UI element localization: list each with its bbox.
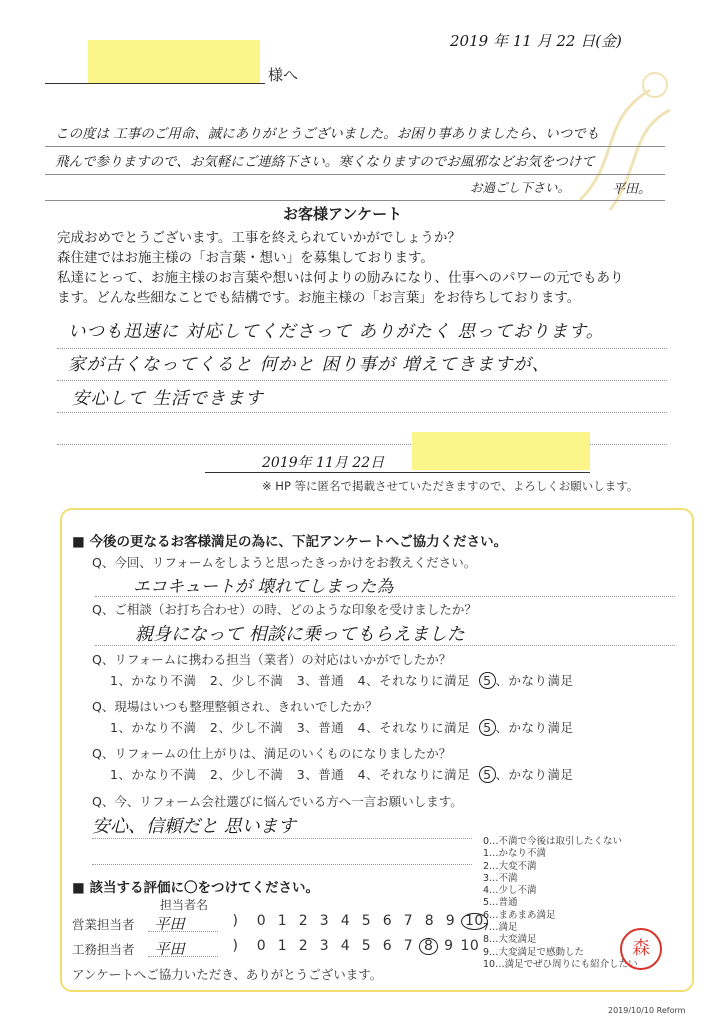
question-4: Q、現場はいつも整理整頓され、きれいでしたか？ — [92, 699, 378, 714]
letter-date: 2019 年 11 月 22 日(金) — [450, 32, 622, 50]
comment-line-1: いつも迅速に 対応してくださって ありがたく 思っております。 — [68, 322, 605, 342]
construction-rep-scale: ) 0 1 2 3 4 5 6 7 8 9 10 — [232, 938, 480, 954]
recipient-underline — [45, 83, 265, 84]
scale-option[interactable]: 4、それなりに満足 — [357, 673, 471, 688]
rating-digit[interactable]: 7 — [403, 913, 414, 929]
scale-option[interactable]: 4、それなりに満足 — [357, 720, 471, 735]
scale-row-q4 — [110, 718, 574, 736]
answer-2: 親身になって 相談に乗ってもらえました — [135, 624, 465, 645]
legend-item: 1…かなり不満 — [483, 848, 547, 860]
rating-digit-selected[interactable]: 10 — [461, 913, 488, 930]
answer-6: 安心、信頼だと 思います — [92, 816, 296, 837]
rating-digit[interactable]: 0 — [256, 913, 267, 929]
rating-digit[interactable]: 8 — [424, 913, 435, 929]
legend-item: 5…普通 — [483, 897, 518, 909]
rating-digit[interactable]: 0 — [256, 938, 267, 954]
answer-2-rule — [95, 645, 675, 646]
scale-option[interactable]: 3、普通 — [296, 767, 345, 782]
comment-line-2: 家が古くなってくると 何かと 困り事が 増えてきますが、 — [68, 355, 551, 375]
questionnaire-heading: ■ 今後の更なるお客様満足の為に、下記アンケートへご協力ください。 — [72, 534, 508, 550]
sales-rep-name: 平田 — [154, 915, 185, 933]
legend-item: 0…不満で今後は取引したくない — [483, 836, 623, 847]
scale-option[interactable]: 3、普通 — [296, 673, 345, 688]
rating-digit[interactable]: 2 — [298, 913, 309, 929]
legend-item: 10…満足でぜひ周りにも紹介したい — [483, 958, 638, 970]
recipient-suffix: 様へ — [268, 66, 299, 84]
rating-digit[interactable]: 1 — [277, 938, 288, 954]
rating-digit-selected[interactable]: 8 — [419, 938, 438, 955]
scale-option[interactable]: 1、かなり不満 — [110, 767, 197, 782]
scale-option[interactable]: 3、普通 — [296, 720, 345, 735]
legend-item: 7…満足 — [483, 922, 518, 934]
staff-name-label: 担当者名 — [160, 898, 209, 912]
legend-item: 2…大変不満 — [483, 860, 537, 872]
rating-digit[interactable]: 3 — [319, 938, 330, 954]
rating-digit[interactable]: 10 — [460, 938, 480, 954]
answer-1: エコキュートが 壊れてしまった為 — [133, 577, 394, 597]
intro-line: ます。どんな些細なことでも結構です。お施主様の「お言葉」をお待ちしております。 — [57, 290, 581, 306]
scale-option[interactable]: 2、少し不満 — [209, 673, 284, 688]
scale-option[interactable]: 4、それなりに満足 — [357, 767, 471, 782]
scale-row-q5 — [110, 765, 574, 783]
comment-rule-2 — [57, 380, 667, 381]
answer-1-rule — [95, 596, 675, 597]
sales-rep-name-rule — [148, 931, 218, 932]
construction-rep-name: 平田 — [154, 940, 185, 958]
construction-rep-role: 工務担当者 — [72, 942, 135, 957]
message-rule-1 — [45, 146, 665, 147]
question-3: Q、リフォームに携わる担当（業者）の対応はいかがでしたか？ — [92, 652, 452, 667]
scale-option[interactable]: 、かなり満足 — [495, 720, 574, 735]
message-line-1: この度は 工事のご用命、誠にありがとうございました。お困り事ありましたら、いつでも — [55, 126, 600, 142]
message-line-2: 飛んで参りますので、お気軽にご連絡下さい。寒くなりますのでお風邪などお気をつけて — [55, 154, 595, 170]
scale-option[interactable]: 、かなり満足 — [495, 767, 574, 782]
scale-option[interactable]: 1、かなり不満 — [110, 720, 197, 735]
legend-item: 3…不満 — [483, 872, 518, 884]
company-stamp: 森 — [620, 928, 662, 970]
anonymity-note: ※ HP 等に匿名で掲載させていただきますので、よろしくお願いします。 — [262, 479, 639, 493]
message-signature: 平田。 — [612, 182, 652, 197]
message-rule-3 — [45, 200, 665, 201]
rating-digit[interactable]: 3 — [319, 913, 330, 929]
rating-digit[interactable]: 1 — [277, 913, 288, 929]
comment-date: 2019年 11月 22日 — [262, 455, 385, 471]
sales-rep-role: 営業担当者 — [72, 917, 135, 932]
intro-line: 完成おめでとうございます。工事を終えられていかがでしょうか？ — [57, 230, 461, 246]
answer-6-rule-2 — [92, 864, 472, 865]
rating-digit[interactable]: 2 — [298, 938, 309, 954]
scale-option-selected[interactable]: 5 — [479, 766, 495, 783]
rating-heading: ■ 該当する評価に〇をつけてください。 — [72, 880, 319, 896]
scale-option-selected[interactable]: 5 — [479, 719, 495, 736]
rating-digit[interactable]: 5 — [361, 913, 372, 929]
survey-title: お客様アンケート — [283, 205, 403, 223]
scale-row-q3 — [110, 671, 574, 689]
rating-digit[interactable]: 9 — [445, 913, 456, 929]
sales-rep-scale: ) 0 1 2 3 4 5 6 7 8 9 10 — [225, 913, 488, 930]
rating-digit[interactable]: 7 — [403, 938, 414, 954]
intro-line: 私達にとって、お施主様のお言葉や想いは何よりの励みになり、仕事へのパワーの元でもあり — [57, 270, 624, 286]
rating-digit[interactable]: 6 — [382, 938, 393, 954]
question-1: Q、今回、リフォームをしようと思ったきっかけをお教えください。 — [92, 555, 477, 570]
legend-item: 6…まあまあ満足 — [483, 909, 556, 921]
construction-rep-name-rule — [148, 956, 218, 957]
rating-legend — [483, 836, 638, 971]
thanks-message: アンケートへご協力いただき、ありがとうございます。 — [72, 967, 383, 982]
date-underline — [205, 472, 590, 473]
survey-intro — [57, 228, 623, 308]
legend-item: 8…大変満足 — [483, 934, 537, 946]
comment-rule-1 — [57, 348, 667, 349]
message-rule-2 — [45, 174, 665, 175]
scale-option-selected[interactable]: 5 — [479, 672, 495, 689]
answer-6-rule — [92, 838, 472, 839]
rating-digit[interactable]: 4 — [340, 938, 351, 954]
rating-digit[interactable]: 4 — [340, 913, 351, 929]
scale-option[interactable]: 2、少し不満 — [209, 767, 284, 782]
message-line-3: お過ごし下さい。 — [470, 180, 571, 195]
rating-digit[interactable]: 5 — [361, 938, 372, 954]
scale-option[interactable]: 1、かなり不満 — [110, 673, 197, 688]
question-5: Q、リフォームの仕上がりは、満足のいくものになりましたか？ — [92, 746, 452, 761]
footer-version: 2019/10/10 Reform — [608, 1006, 686, 1015]
question-2: Q、ご相談（お打ち合わせ）の時、どのような印象を受けましたか？ — [92, 602, 477, 617]
scale-option[interactable]: 2、少し不満 — [209, 720, 284, 735]
scale-option[interactable]: 、かなり満足 — [495, 673, 574, 688]
intro-line: 森住建ではお施主様の「お言葉・想い」を募集しております。 — [57, 250, 434, 266]
legend-item: 4…少し不満 — [483, 885, 537, 897]
rating-digit[interactable]: 9 — [444, 938, 454, 954]
comment-rule-3 — [57, 412, 667, 413]
legend-item: 9…大変満足で感動した — [483, 946, 585, 958]
signer-name-redaction — [412, 432, 590, 470]
rating-digit[interactable]: 6 — [382, 913, 393, 929]
comment-line-3: 安心して 生活できます — [72, 389, 264, 409]
question-6: Q、今、リフォーム会社選びに悩んでいる方へ一言お願いします。 — [92, 794, 463, 809]
recipient-name-redaction — [88, 40, 260, 84]
